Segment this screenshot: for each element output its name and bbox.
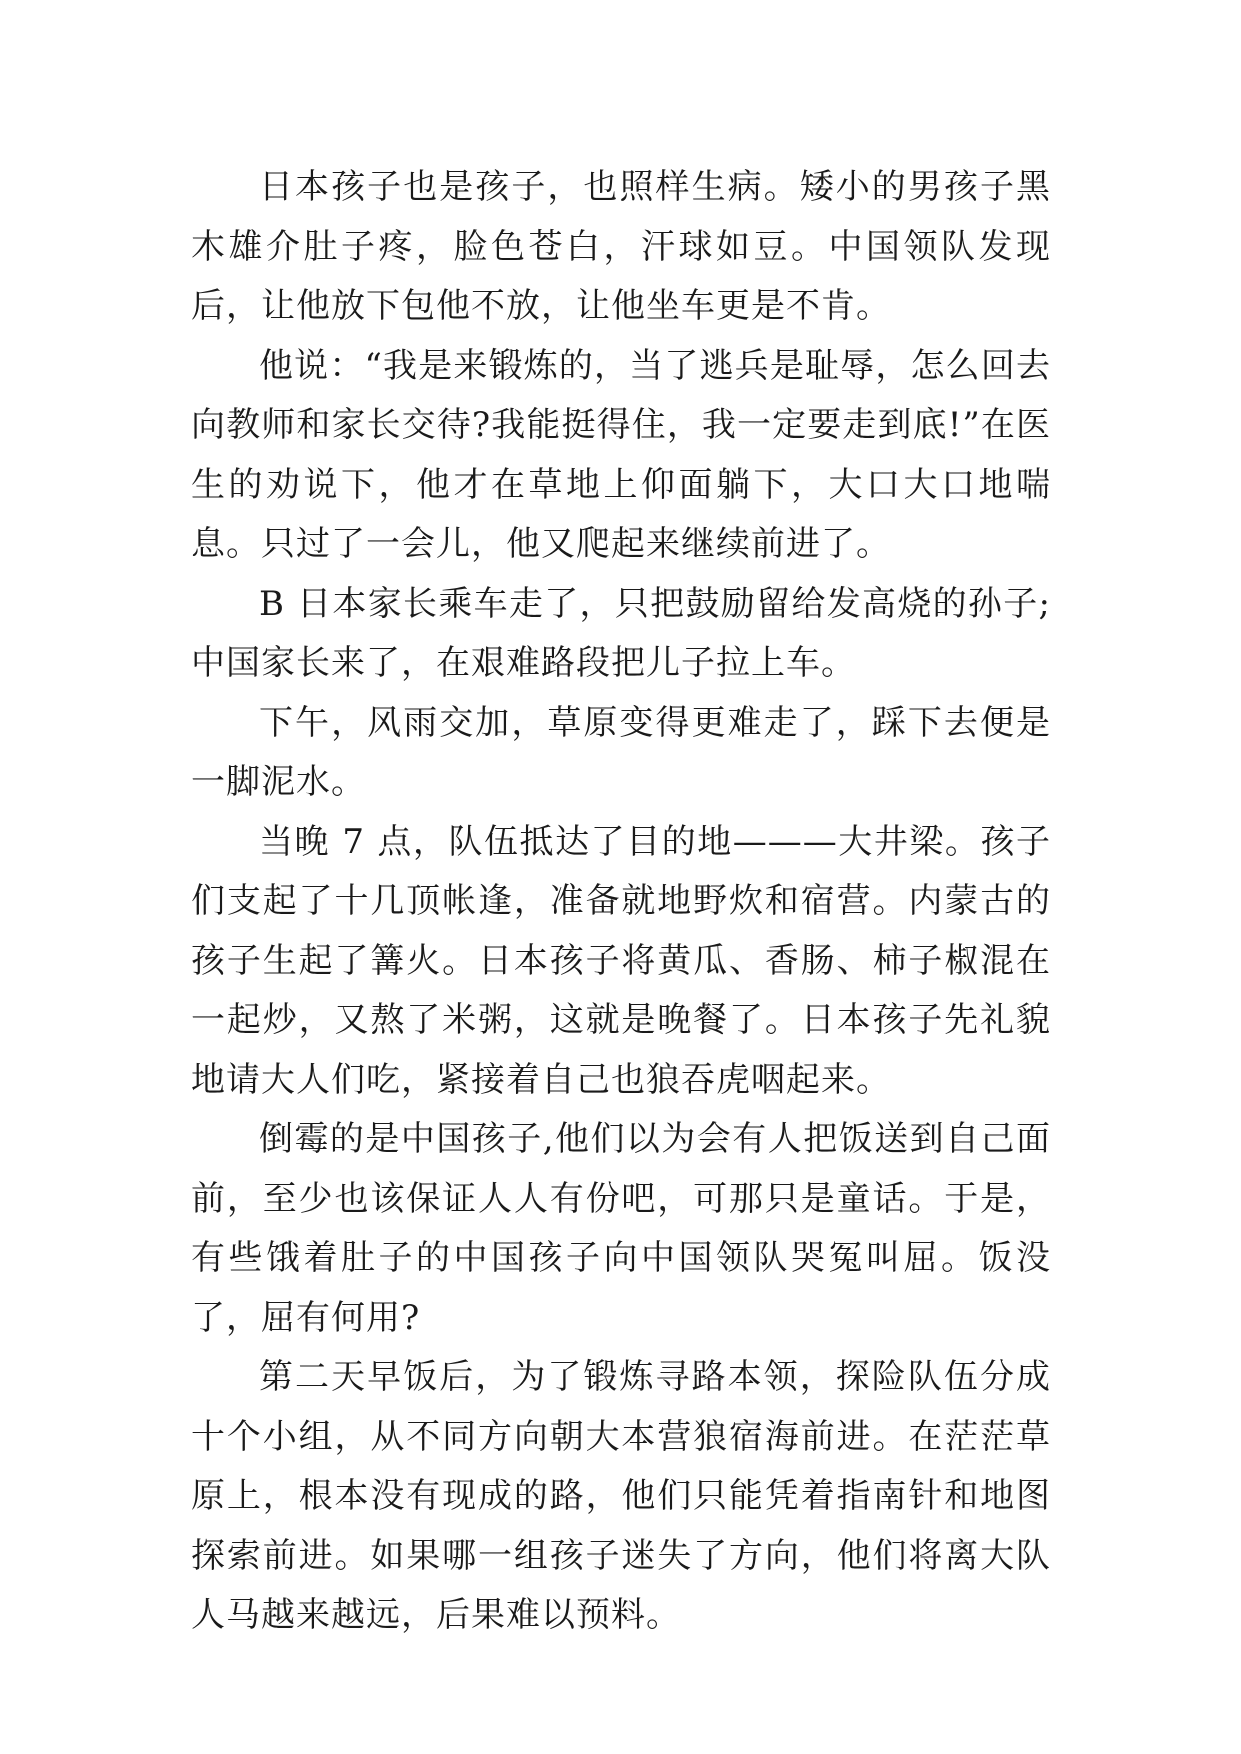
document-body — [191, 158, 1051, 1646]
paragraph: 下午，风雨交加，草原变得更难走了，踩下去便是一脚泥水。 — [191, 702, 1051, 802]
paragraph: 日本孩子也是孩子，也照样生病。矮小的男孩子黑木雄介肚子疼，脸色苍白，汗球如豆。中国领队发现后，让他放下包他不放，让他坐车更是不肯。 — [191, 167, 1051, 326]
paragraph: 当晚 7 点，队伍抵达了目的地———大井梁。孩子们支起了十几顶帐逢，准备就地野炊和宿营。内蒙古的孩子生起了篝火。日本孩子将黄瓜、香肠、柿子椒混在一起炒，又熬了米粥，这就是晚餐了。日本孩子先礼貌地请大人们吃，紧接着自己也狼吞虎咽起来。 — [191, 821, 1051, 1100]
paragraph: 他说：“我是来锻炼的，当了逃兵是耻辱，怎么回去向教师和家长交待?我能挺得住，我一定要走到底!”在医生的劝说下，他才在草地上仰面躺下，大口大口地喘息。只过了一会儿，他又爬起来继续前进了。 — [191, 345, 1051, 564]
paragraph: 第二天早饭后，为了锻炼寻路本领，探险队伍分成十个小组，从不同方向朝大本营狼宿海前进。在茫茫草原上，根本没有现成的路，他们只能凭着指南针和地图探索前进。如果哪一组孩子迷失了方向，他们将离大队人马越来越远，后果难以预料。 — [191, 1357, 1051, 1635]
paragraph: 倒霉的是中国孩子,他们以为会有人把饭送到自己面前，至少也该保证人人有份吧，可那只是童话。于是，有些饿着肚子的中国孩子向中国领队哭冤叫屈。饭没了，屈有何用? — [191, 1119, 1051, 1338]
paragraph: B 日本家长乘车走了，只把鼓励留给发高烧的孙子;中国家长来了，在艰难路段把儿子拉上车。 — [191, 583, 1051, 683]
